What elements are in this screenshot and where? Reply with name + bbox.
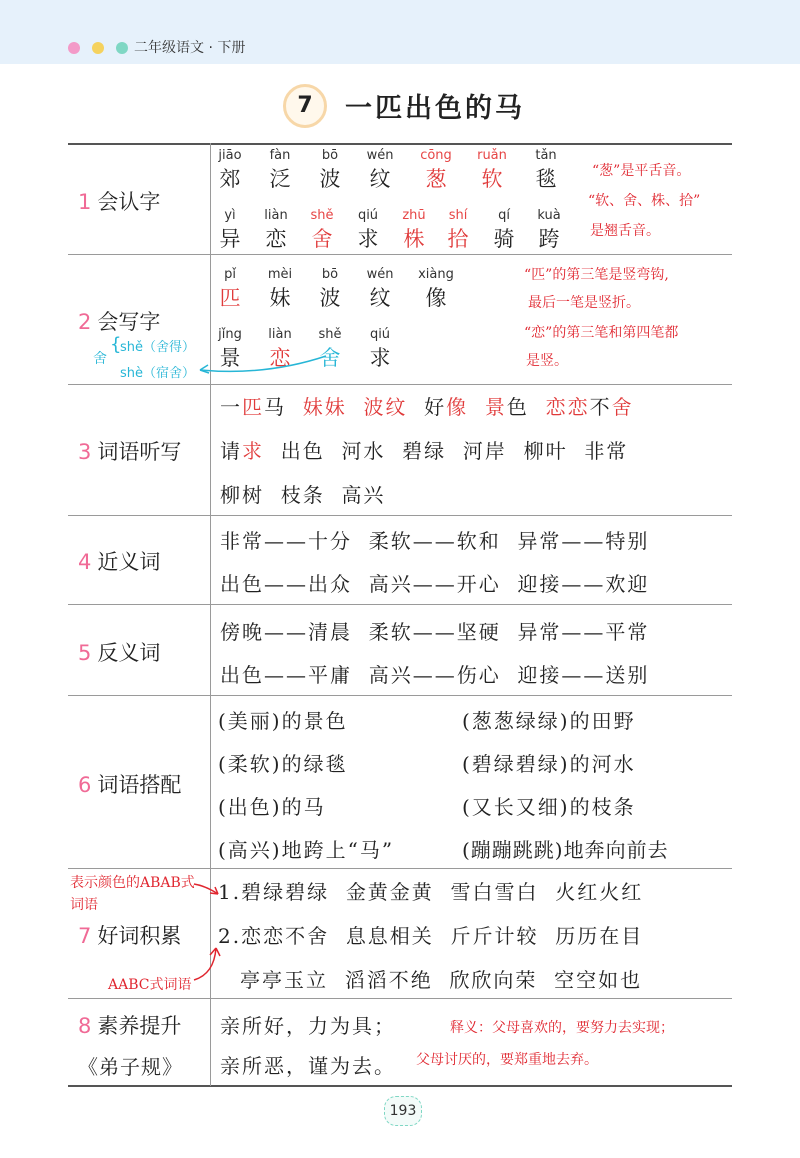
literacy-book-title: 《弟子规》 (78, 1055, 183, 1079)
row-divider (68, 695, 732, 696)
goodwords-note: AABC式词语 (108, 977, 192, 993)
literacy-note: 释义：父母喜欢的，要努力去实现； (450, 1020, 674, 1036)
section-label-write: 2 会写字 (78, 310, 161, 334)
goodwords-line-2: 2.恋恋不舍 息息相关 斤斤计较 历历在目 (218, 924, 644, 948)
collocation-item: (葱葱绿绿)的田野 (462, 709, 636, 733)
literacy-line-2: 亲所恶，谨为去。 (220, 1054, 396, 1078)
row-divider (68, 604, 732, 605)
dictation-line-3: 柳树 枝条 高兴 (220, 483, 386, 507)
write-note: 是竖。 (526, 353, 568, 369)
goodwords-note: 词语 (70, 897, 98, 913)
polyphone-char: 舍 (93, 351, 107, 367)
antonyms-line-2: 出色——平庸 高兴——伤心 迎接——送别 (220, 663, 650, 687)
row-divider (68, 515, 732, 516)
section-label-collocation: 6 词语搭配 (78, 773, 182, 797)
section-label-antonyms: 5 反义词 (78, 641, 161, 665)
section-label-literacy: 8 素养提升 (78, 1014, 182, 1038)
write-note: “匹”的第三笔是竖弯钩, (524, 267, 669, 283)
write-note: 最后一笔是竖折。 (528, 295, 640, 311)
collocation-item: (碧绿碧绿)的河水 (462, 752, 636, 776)
section-label-synonyms: 4 近义词 (78, 550, 161, 574)
literacy-line-1: 亲所好，力为具； (220, 1014, 396, 1038)
pink-dot-icon (68, 42, 80, 54)
write-note: “恋”的第三笔和第四笔都 (524, 325, 679, 341)
yellow-dot-icon (92, 42, 104, 54)
collocation-item: (高兴)地跨上“马” (218, 838, 395, 862)
row-divider (68, 868, 732, 869)
table-bottom-border (68, 1085, 732, 1087)
collocation-item: (蹦蹦跳跳)地奔向前去 (462, 838, 669, 862)
synonyms-line-1: 非常——十分 柔软——软和 异常——特别 (220, 529, 650, 553)
dictation-line-2: 请求 出色 河水 碧绿 河岸 柳叶 非常 (220, 439, 629, 463)
section-label-recognize: 1 会认字 (78, 190, 161, 214)
section-label-goodwords: 7 好词积累 (78, 924, 182, 948)
page-number: 193 (384, 1096, 422, 1126)
collocation-item: (又长又细)的枝条 (462, 795, 636, 819)
collocation-item: (美丽)的景色 (218, 709, 348, 733)
header-bar (0, 0, 800, 64)
recognize-note: “软、舍、株、拾” (588, 193, 701, 209)
row-divider (68, 998, 732, 999)
synonyms-line-2: 出色——出众 高兴——开心 迎接——欢迎 (220, 572, 650, 596)
row-divider (68, 384, 732, 385)
book-title: 二年级语文 · 下册 (134, 40, 246, 56)
collocation-item: (柔软)的绿毯 (218, 752, 348, 776)
goodwords-note: 表示颜色的ABAB式 (70, 875, 195, 891)
dictation-line-1: 一匹马 妹妹 波纹 好像 景色 恋恋不舍 (220, 395, 634, 419)
arrow-icon (190, 944, 224, 984)
goodwords-line-3: 亭亭玉立 滔滔不绝 欣欣向荣 空空如也 (240, 968, 643, 992)
green-dot-icon (116, 42, 128, 54)
polyphone-reading: shě（舍得） (120, 340, 196, 355)
literacy-note: 父母讨厌的，要郑重地去弃。 (416, 1052, 598, 1068)
brace-icon: { (110, 334, 122, 355)
recognize-note: 是翘舌音。 (590, 223, 660, 239)
row-divider (68, 254, 732, 255)
lesson-title: 一匹出色的马 (345, 93, 525, 124)
polyphone-reading: shè（宿舍） (120, 366, 196, 381)
antonyms-line-1: 傍晚——清晨 柔软——坚硬 异常——平常 (220, 620, 650, 644)
table-top-border (68, 143, 732, 145)
arrow-icon (196, 352, 336, 376)
recognize-note: “葱”是平舌音。 (592, 163, 691, 179)
goodwords-line-1: 1.碧绿碧绿 金黄金黄 雪白雪白 火红火红 (218, 880, 644, 904)
collocation-item: (出色)的马 (218, 795, 326, 819)
lesson-number-badge: 7 (283, 84, 327, 128)
section-label-dictation: 3 词语听写 (78, 440, 182, 464)
